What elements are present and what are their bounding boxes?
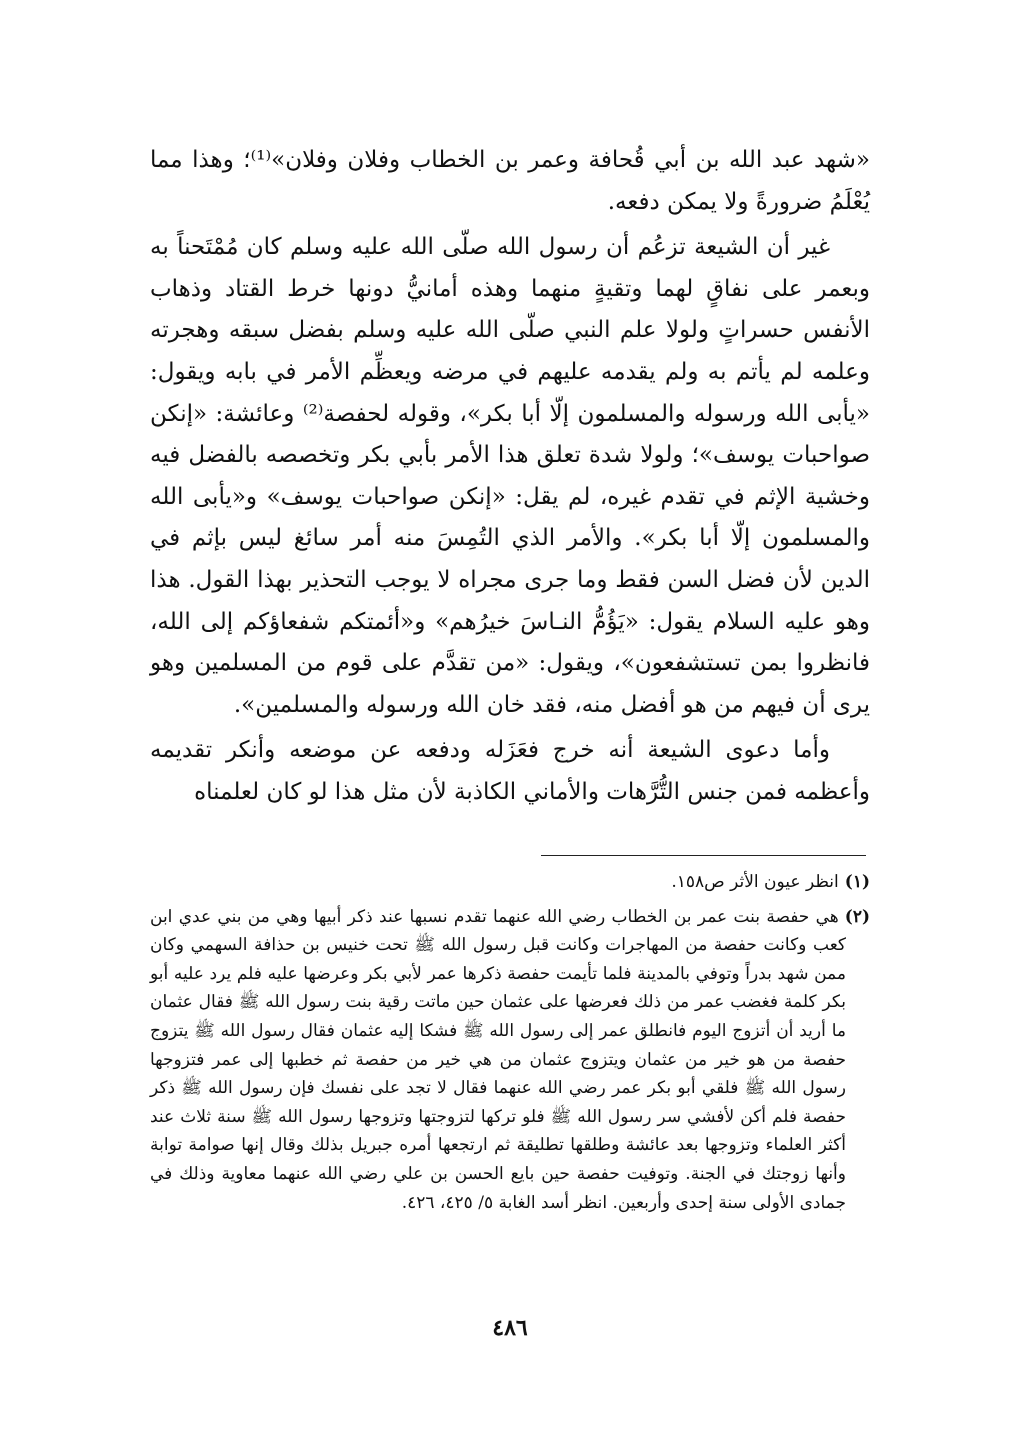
paragraph-2: غير أن الشيعة تزعُم أن رسول الله صلّى الله عليه وسلم كان مُمْتَحناً به وبعمر على نفاقٍ لهما وتقيةٍ منهما وهذه أمانيُّ دونها خرط القتاد وذهاب الأنفس حسراتٍ ولولا علم النبي صلّى الله عليه وسلم بفضل سبقه وهجرته وعلمه لم يأتم به ولم يقدمه عليهم في مرضه ويعظِّم الأمر في بابه ويقول: «يأبى الله ورسوله والمسلمون إلّا أبا بكر»، وقوله لحفصة⁽²⁾ وعائشة: «إنكن صواحبات يوسف»؛ ولولا شدة تعلق هذا الأمر بأبي بكر وتخصصه بالفضل فيه وخشية الإثم في تقدم غيره، لم يقل: «إنكن صواحبات يوسف» و«يأبى الله والمسلمون إلّا أبا بكر». والأمر الذي التُمِسَ منه أمر سائغ ليس بإثم في الدين لأن فضل السن فقط وما جرى مجراه لا يوجب التحذير بهذا القول. هذا وهو عليه السلام يقول: «يَؤُمُّ النـاسَ خيرُهم» و«أئمتكم شفعاؤكم إلى الله، فانظروا بمن تستشفعون»، ويقول: «من تقدَّم على قوم من المسلمين وهو يرى أن فيهم من هو أفضل منه، فقد خان الله ورسوله والمسلمين». (150, 234, 870, 718)
page-number: ٤٨٦ (492, 1315, 528, 1341)
footnote-text: هي حفصة بنت عمر بن الخطاب رضي الله عنهما تقدم نسبها عند ذكر أبيها وهي من بني عدي ابن كعب وكانت حفصة من المهاجرات وكانت قبل رسول الله ﷺ تحت خنيس بن حذافة السهمي وكان ممن شهد بدراً وتوفي بالمدينة فلما تأيمت حفصة ذكرها عمر لأبي بكر وعرضها عليه فلم يرد عليه أبو بكر كلمة فغضب عمر من ذلك فعرضها على عثمان حين ماتت رقية بنت رسول الله ﷺ فقال عثمان ما أريد أن أتزوج اليوم فانطلق عمر إلى رسول الله ﷺ فشكا إليه عثمان فقال رسول الله ﷺ يتزوج حفصة من هو خير من عثمان ويتزوج عثمان من هي خير من حفصة ثم خطبها إلى عمر فتزوجها رسول الله ﷺ فلقي أبو بكر عمر رضي الله عنهما فقال لا تجد على نفسك فإن رسول الله ﷺ ذكر حفصة فلم أكن لأفشي سر رسول الله ﷺ فلو تركها لتزوجتها وتزوجها رسول الله ﷺ سنة ثلاث عند أكثر العلماء وتزوجها بعد عائشة وطلقها تطليقة ثم ارتجعها أمره جبريل بذلك وقال إنها صوامة توابة وأنها زوجتك في الجنة. وتوفيت حفصة حين بايع الحسن بن علي رضي الله عنهما معاوية وذلك في جمادى الأولى سنة إحدى وأربعين. انظر أسد الغابة ٥/ ٤٢٥، ٤٢٦. (150, 906, 846, 1213)
footnote-1 (150, 868, 870, 897)
footnote-number: (٢) (844, 906, 870, 927)
paragraph-3: وأما دعوى الشيعة أنه خرج فعَزَله ودفعه عن موضعه وأنكر تقديمه وأعظمه فمن جنس التُّرَّهات والأماني الكاذبة لأن مثل هذا لو كان لعلمناه (150, 737, 870, 805)
footnote-text: انظر عيون الأثر ص١٥٨. (671, 872, 839, 892)
footnote-2 (150, 903, 870, 1218)
main-text (150, 140, 870, 814)
footnote-number: (١) (844, 872, 870, 892)
footnote-separator (541, 855, 866, 856)
paragraph-1: «شهد عبد الله بن أبي قُحافة وعمر بن الخطاب وفلان وفلان»⁽¹⁾؛ وهذا مما يُعْلَمُ ضرورةً ولا يمكن دفعه. (150, 147, 871, 215)
footnotes (150, 868, 870, 1223)
book-page (150, 140, 870, 1420)
